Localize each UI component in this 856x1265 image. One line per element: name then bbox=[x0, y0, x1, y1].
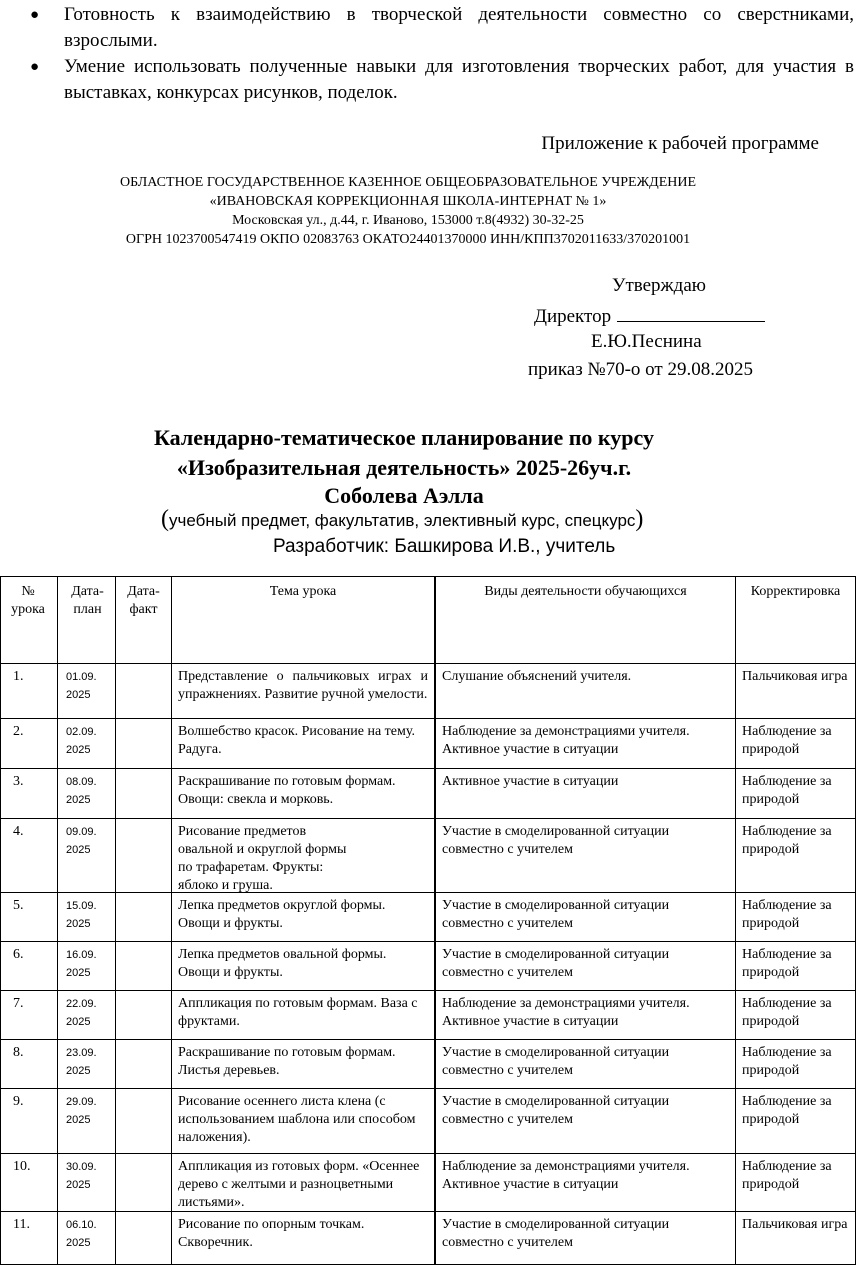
director-name: Е.Ю.Песнина bbox=[591, 331, 702, 352]
row-topic: Лепка предметов округлой формы. Овощи и фрукты. bbox=[172, 893, 436, 942]
bullet-text: Готовность к взаимодействию в творческой деятельности совместно со сверстниками, взрослыми. bbox=[64, 4, 854, 51]
bullet-dot: ● bbox=[30, 7, 40, 23]
row-date-fact bbox=[116, 819, 172, 893]
row-date-fact bbox=[116, 1089, 172, 1154]
subject-type-text: учебный предмет, факультатив, элективный курс, спецкурс bbox=[169, 511, 636, 530]
row-correction: Наблюдение за природой bbox=[736, 819, 856, 893]
bullet-text: Умение использовать полученные навыки для изготовления творческих работ, для участия в выставках, конкурсах рисунков, поделок. bbox=[64, 56, 854, 103]
author-line: Разработчик: Башкирова И.В., учитель bbox=[273, 536, 616, 557]
row-topic: Аппликация из готовых форм. «Осеннее дерево с желтыми и разноцветными листьями». bbox=[172, 1154, 436, 1212]
subject-type bbox=[161, 506, 643, 533]
row-activity: Участие в смоделированной ситуации совместно с учителем bbox=[436, 1212, 736, 1265]
paren-close: ) bbox=[635, 506, 644, 532]
row-num: 4. bbox=[0, 819, 58, 893]
row-topic: Рисование по опорным точкам. Скворечник. bbox=[172, 1212, 436, 1265]
row-num: 10. bbox=[0, 1154, 58, 1212]
row-correction: Наблюдение за природой bbox=[736, 1154, 856, 1212]
row-num: 11. bbox=[0, 1212, 58, 1265]
row-activity: Участие в смоделированной ситуации совместно с учителем bbox=[436, 942, 736, 991]
row-date-plan: 16.09. 2025 bbox=[58, 942, 116, 991]
row-num: 3. bbox=[0, 769, 58, 819]
row-correction: Пальчиковая игра bbox=[736, 1212, 856, 1265]
row-correction: Наблюдение за природой bbox=[736, 1040, 856, 1089]
row-num: 5. bbox=[0, 893, 58, 942]
header-topic: Тема урока bbox=[172, 576, 436, 664]
row-date-plan: 23.09. 2025 bbox=[58, 1040, 116, 1089]
org-registration: ОГРН 1023700547419 ОКПО 02083763 ОКАТО24401370000 ИНН/КПП3702011633/370201001 bbox=[125, 232, 691, 247]
row-topic: Раскрашивание по готовым формам. Листья деревьев. bbox=[172, 1040, 436, 1089]
table-row bbox=[0, 1212, 848, 1265]
header-activity: Виды деятельности обучающихся bbox=[436, 576, 736, 664]
row-num: 7. bbox=[0, 991, 58, 1040]
appendix-label: Приложение к рабочей программе bbox=[541, 133, 819, 154]
row-topic: Раскрашивание по готовым формам. Овощи: свекла и морковь. bbox=[172, 769, 436, 819]
row-topic: Рисование осеннего листа клена (с использованием шаблона или способом наложения). bbox=[172, 1089, 436, 1154]
row-topic: Представление о пальчиковых играх и упражнениях. Развитие ручной умелости. bbox=[172, 664, 436, 719]
row-date-fact bbox=[116, 1154, 172, 1212]
row-date-fact bbox=[116, 1040, 172, 1089]
table-row bbox=[0, 893, 832, 942]
row-date-fact bbox=[116, 991, 172, 1040]
row-correction: Наблюдение за природой bbox=[736, 893, 856, 942]
row-num: 6. bbox=[0, 942, 58, 991]
row-topic: Волшебство красок. Рисование на тему. Радуга. bbox=[172, 719, 436, 769]
header-date-plan: Дата-план bbox=[58, 576, 116, 664]
row-correction: Наблюдение за природой bbox=[736, 769, 856, 819]
paren-open: ( bbox=[161, 506, 169, 532]
row-date-plan: 15.09. 2025 bbox=[58, 893, 116, 942]
row-date-plan: 22.09. 2025 bbox=[58, 991, 116, 1040]
row-correction: Наблюдение за природой bbox=[736, 1089, 856, 1154]
row-activity: Участие в смоделированной ситуации совместно с учителем bbox=[436, 893, 736, 942]
row-num: 1. bbox=[0, 664, 58, 719]
row-date-plan: 29.09. 2025 bbox=[58, 1089, 116, 1154]
org-address: Московская ул., д.44, г. Иваново, 153000 т.8(4932) 30-32-25 bbox=[232, 213, 584, 228]
row-activity: Участие в смоделированной ситуации совместно с учителем bbox=[436, 1089, 736, 1154]
row-date-fact bbox=[116, 942, 172, 991]
row-date-fact bbox=[116, 1212, 172, 1265]
row-date-plan: 02.09. 2025 bbox=[58, 719, 116, 769]
header-date-fact: Дата-факт bbox=[116, 576, 172, 664]
approval-director bbox=[534, 303, 765, 328]
row-date-plan: 08.09. 2025 bbox=[58, 769, 116, 819]
row-date-plan: 01.09. 2025 bbox=[58, 664, 116, 719]
table-row bbox=[0, 819, 832, 893]
table-row bbox=[0, 991, 832, 1040]
row-num: 2. bbox=[0, 719, 58, 769]
row-activity: Активное участие в ситуации bbox=[436, 769, 736, 819]
row-correction: Пальчиковая игра bbox=[736, 664, 856, 719]
row-num: 9. bbox=[0, 1089, 58, 1154]
table-row bbox=[0, 1040, 832, 1089]
table-row bbox=[0, 1154, 832, 1212]
row-topic: Лепка предметов овальной формы. Овощи и фрукты. bbox=[172, 942, 436, 991]
table-row bbox=[0, 664, 848, 719]
org-name: ОБЛАСТНОЕ ГОСУДАРСТВЕННОЕ КАЗЕННОЕ ОБЩЕОБРАЗОВАТЕЛЬНОЕ УЧРЕЖДЕНИЕ bbox=[119, 175, 697, 190]
row-activity: Участие в смоделированной ситуации совместно с учителем bbox=[436, 819, 736, 893]
row-date-fact bbox=[116, 664, 172, 719]
row-correction: Наблюдение за природой bbox=[736, 942, 856, 991]
doc-title: Календарно-тематическое планирование по курсу bbox=[154, 425, 654, 450]
approval-order: приказ №70-о от 29.08.2025 bbox=[528, 359, 753, 380]
table-row bbox=[0, 1089, 832, 1154]
table-row bbox=[0, 942, 832, 991]
bullet-dot: ● bbox=[30, 59, 40, 75]
row-date-fact bbox=[116, 719, 172, 769]
row-date-plan: 06.10. 2025 bbox=[58, 1212, 116, 1265]
header-num: № урока bbox=[0, 576, 58, 664]
student-name: Соболева Аэлла bbox=[324, 483, 484, 508]
row-activity: Наблюдение за демонстрациями учителя. Активное участие в ситуации bbox=[436, 991, 736, 1040]
table-row bbox=[0, 719, 832, 769]
row-num: 8. bbox=[0, 1040, 58, 1089]
row-date-fact bbox=[116, 769, 172, 819]
row-date-fact bbox=[116, 893, 172, 942]
director-label: Директор bbox=[534, 306, 612, 327]
row-activity: Наблюдение за демонстрациями учителя. Активное участие в ситуации bbox=[436, 719, 736, 769]
org-school: «ИВАНОВСКАЯ КОРРЕКЦИОННАЯ ШКОЛА-ИНТЕРНАТ № 1» bbox=[209, 194, 607, 209]
row-topic: Аппликация по готовым формам. Ваза с фруктами. bbox=[172, 991, 436, 1040]
row-correction: Наблюдение за природой bbox=[736, 719, 856, 769]
row-activity: Наблюдение за демонстрациями учителя. Активное участие в ситуации bbox=[436, 1154, 736, 1212]
course-name: «Изобразительная деятельность» 2025-26уч.г. bbox=[176, 455, 632, 480]
row-date-plan: 09.09. 2025 bbox=[58, 819, 116, 893]
row-correction: Наблюдение за природой bbox=[736, 991, 856, 1040]
header-correction: Корректировка bbox=[736, 576, 856, 664]
table-row bbox=[0, 769, 832, 819]
row-topic: Рисование предметов овальной и округлой формы по трафаретам. Фрукты: яблоко и груша. bbox=[172, 819, 436, 893]
row-activity: Слушание объяснений учителя. bbox=[436, 664, 736, 719]
row-date-plan: 30.09. 2025 bbox=[58, 1154, 116, 1212]
approval-heading: Утверждаю bbox=[612, 275, 706, 296]
row-activity: Участие в смоделированной ситуации совместно с учителем bbox=[436, 1040, 736, 1089]
signature-line bbox=[617, 303, 765, 322]
table-header bbox=[0, 576, 841, 664]
